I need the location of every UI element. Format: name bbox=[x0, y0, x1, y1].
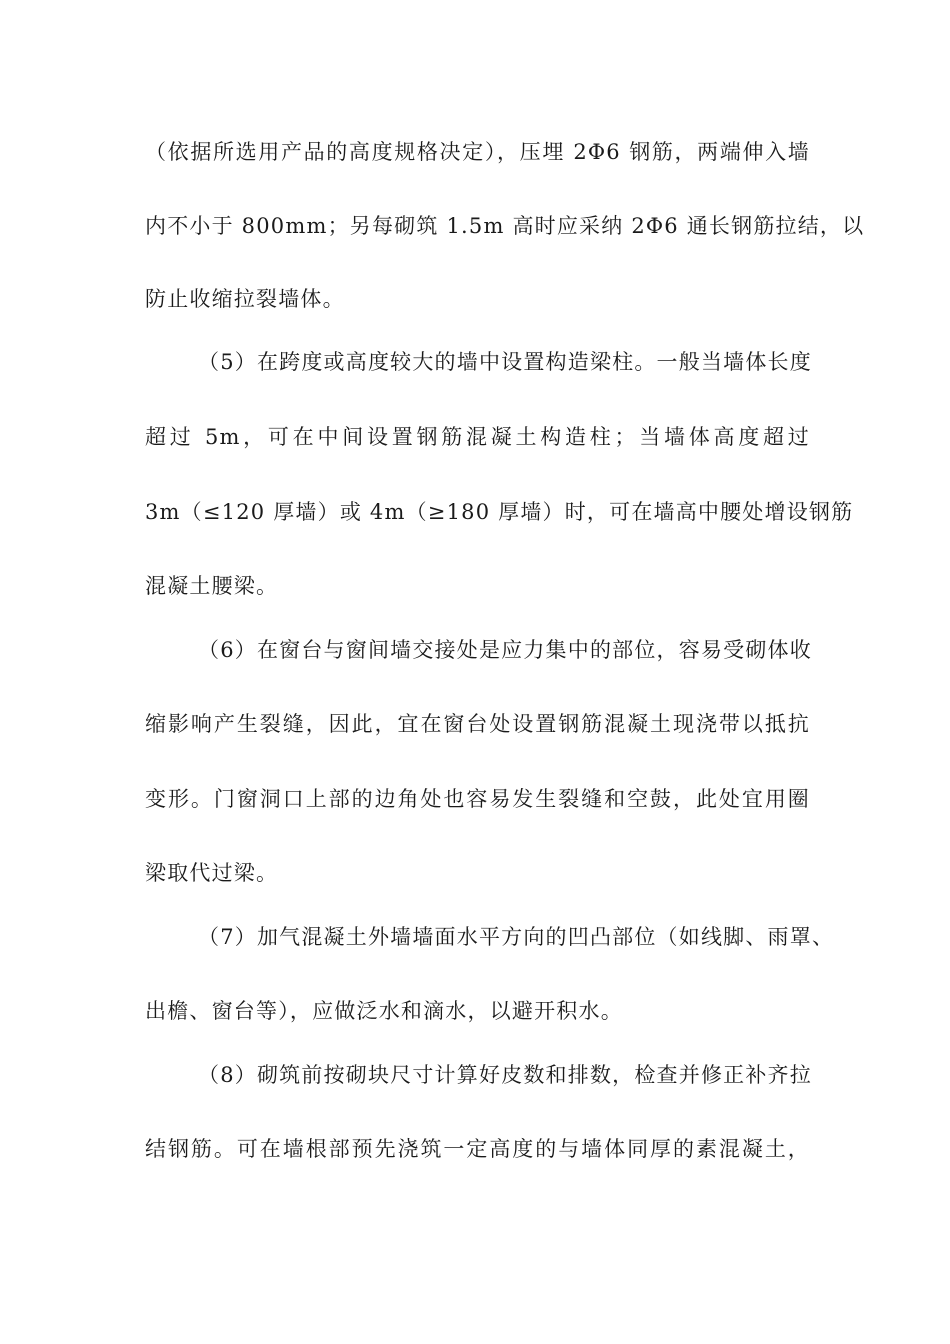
paragraph-line: （依据所选用产品的高度规格决定），压埋 2Φ6 钢筋，两端伸入墙 bbox=[145, 140, 810, 164]
paragraph-line: 混凝土腰梁。 bbox=[145, 574, 279, 598]
paragraph-line: 超过 5m，可在中间设置钢筋混凝土构造柱；当墙体高度超过 bbox=[145, 425, 810, 449]
paragraph-line: （8）砌筑前按砌块尺寸计算好皮数和排数，检查并修正补齐拉 bbox=[198, 1063, 812, 1087]
paragraph-line: 结钢筋。可在墙根部预先浇筑一定高度的与墙体同厚的素混凝土， bbox=[145, 1137, 810, 1161]
paragraph-line: 内不小于 800mm；另每砌筑 1.5m 高时应采纳 2Φ6 通长钢筋拉结，以 bbox=[145, 214, 865, 238]
paragraph-line: 3m（≤120 厚墙）或 4m（≥180 厚墙）时，可在墙高中腰处增设钢筋 bbox=[145, 500, 854, 524]
paragraph-line: （7）加气混凝土外墙墙面水平方向的凹凸部位（如线脚、雨罩、 bbox=[198, 925, 835, 949]
paragraph-line: 梁取代过梁。 bbox=[145, 861, 279, 885]
paragraph-line: 变形。门窗洞口上部的边角处也容易发生裂缝和空鼓，此处宜用圈 bbox=[145, 787, 810, 811]
paragraph-line: （5）在跨度或高度较大的墙中设置构造梁柱。一般当墙体长度 bbox=[198, 350, 812, 374]
paragraph-line: （6）在窗台与窗间墙交接处是应力集中的部位，容易受砌体收 bbox=[198, 638, 812, 662]
paragraph-line: 出檐、窗台等），应做泛水和滴水，以避开积水。 bbox=[145, 999, 623, 1023]
paragraph-line: 防止收缩拉裂墙体。 bbox=[145, 287, 345, 311]
paragraph-line: 缩影响产生裂缝，因此，宜在窗台处设置钢筋混凝土现浇带以抵抗 bbox=[145, 712, 810, 736]
